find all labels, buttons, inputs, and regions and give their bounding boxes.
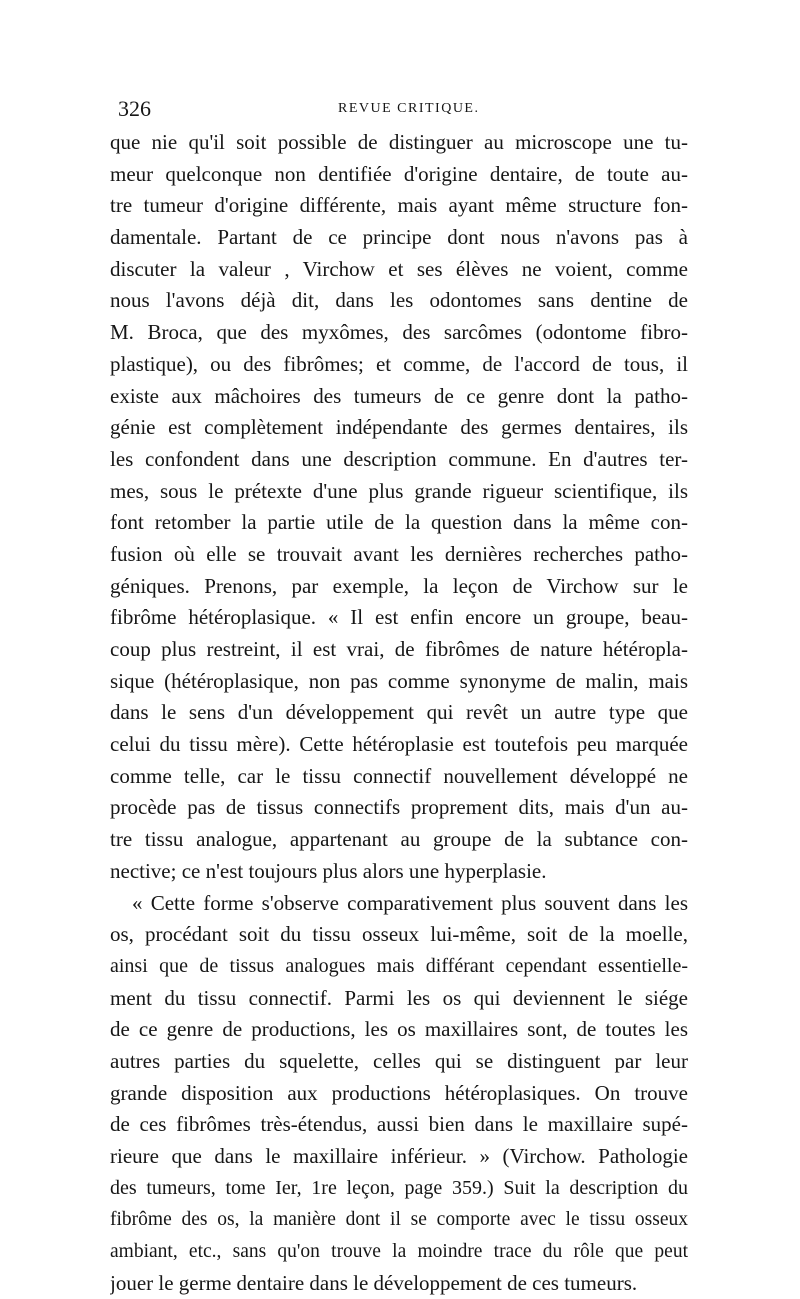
text-line: coup plus restreint, il est vrai, de fibrômes de nature hétéropla- bbox=[110, 637, 688, 661]
text-line: dans le sens d'un développement qui revêt un autre type que bbox=[110, 700, 688, 725]
text-line: des tumeurs, tome Ier, 1re leçon, page 359.) Suit la description du bbox=[110, 1176, 688, 1199]
text-line: nective; ce n'est toujours plus alors une hyperplasie. bbox=[110, 858, 547, 883]
text-line: de ces fibrômes très-étendus, aussi bien dans le maxillaire supé- bbox=[110, 1112, 688, 1137]
text-line: sique (hétéroplasique, non pas comme synonyme de malin, mais bbox=[110, 668, 688, 693]
text-line: procède pas de tissus connectifs proprement dits, mais d'un au- bbox=[110, 795, 688, 820]
running-head: REVUE CRITIQUE. bbox=[338, 101, 480, 116]
text-line: ambiant, etc., sans qu'on trouve la moindre trace du rôle que peut bbox=[110, 1241, 688, 1263]
text-line: celui du tissu mère). Cette hétéroplasie est toutefois peu marquée bbox=[110, 732, 688, 757]
page-header bbox=[118, 96, 688, 126]
text-line: discuter la valeur , Virchow et ses élèves ne voient, comme bbox=[110, 256, 688, 281]
text-line: géniques. Prenons, par exemple, la leçon de Virchow sur le bbox=[110, 573, 688, 598]
text-line: « Cette forme s'observe comparativement plus souvent dans les bbox=[132, 890, 688, 915]
text-line: tre tissu analogue, appartenant au groupe de la subtance con- bbox=[110, 827, 688, 852]
text-line: damentale. Partant de ce principe dont nous n'avons pas à bbox=[110, 225, 688, 250]
text-line: les confondent dans une description commune. En d'autres ter- bbox=[110, 446, 688, 471]
text-line: que nie qu'il soit possible de distinguer au microscope une tu- bbox=[110, 130, 688, 154]
text-line: tre tumeur d'origine différente, mais ayant même structure fon- bbox=[110, 193, 688, 218]
text-line: M. Broca, que des myxômes, des sarcômes (odontome fibro- bbox=[110, 320, 688, 345]
text-line: fibrôme des os, la manière dont il se comporte avec le tissu osseux bbox=[110, 1209, 688, 1231]
text-line: ment du tissu connectif. Parmi les os qui deviennent le siége bbox=[110, 985, 688, 1010]
page-number: 326 bbox=[118, 96, 151, 121]
text-line: de ce genre de productions, les os maxillaires sont, de toutes les bbox=[110, 1017, 688, 1042]
text-line: font retomber la partie utile de la question dans la même con- bbox=[110, 510, 688, 535]
text-line: mes, sous le prétexte d'une plus grande rigueur scientifique, ils bbox=[110, 478, 688, 503]
text-line: existe aux mâchoires des tumeurs de ce genre dont la patho- bbox=[110, 383, 688, 408]
text-line: fibrôme hétéroplasique. « Il est enfin encore un groupe, beau- bbox=[110, 605, 688, 630]
body-text bbox=[110, 127, 688, 1299]
text-line: rieure que dans le maxillaire inférieur. » (Virchow. Pathologie bbox=[110, 1144, 688, 1168]
text-line: os, procédant soit du tissu osseux lui-même, soit de la moelle, bbox=[110, 922, 688, 947]
text-line: meur quelconque non dentifiée d'origine dentaire, de toute au- bbox=[110, 161, 688, 186]
text-line: comme telle, car le tissu connectif nouvellement développé ne bbox=[110, 763, 688, 788]
text-line: plastique), ou des fibrômes; et comme, de l'accord de tous, il bbox=[110, 351, 688, 376]
text-line: nous l'avons déjà dit, dans les odontomes sans dentine de bbox=[110, 288, 688, 313]
text-line: autres parties du squelette, celles qui se distinguent par leur bbox=[110, 1048, 688, 1073]
text-line: jouer le germe dentaire dans le développement de ces tumeurs. bbox=[110, 1270, 638, 1295]
text-line: fusion où elle se trouvait avant les dernières recherches patho- bbox=[110, 541, 688, 566]
text-line: ainsi que de tissus analogues mais différant cependant essentielle- bbox=[110, 954, 688, 977]
text-line: grande disposition aux productions hétéroplasiques. On trouve bbox=[110, 1080, 688, 1105]
text-line: génie est complètement indépendante des germes dentaires, ils bbox=[110, 415, 688, 440]
